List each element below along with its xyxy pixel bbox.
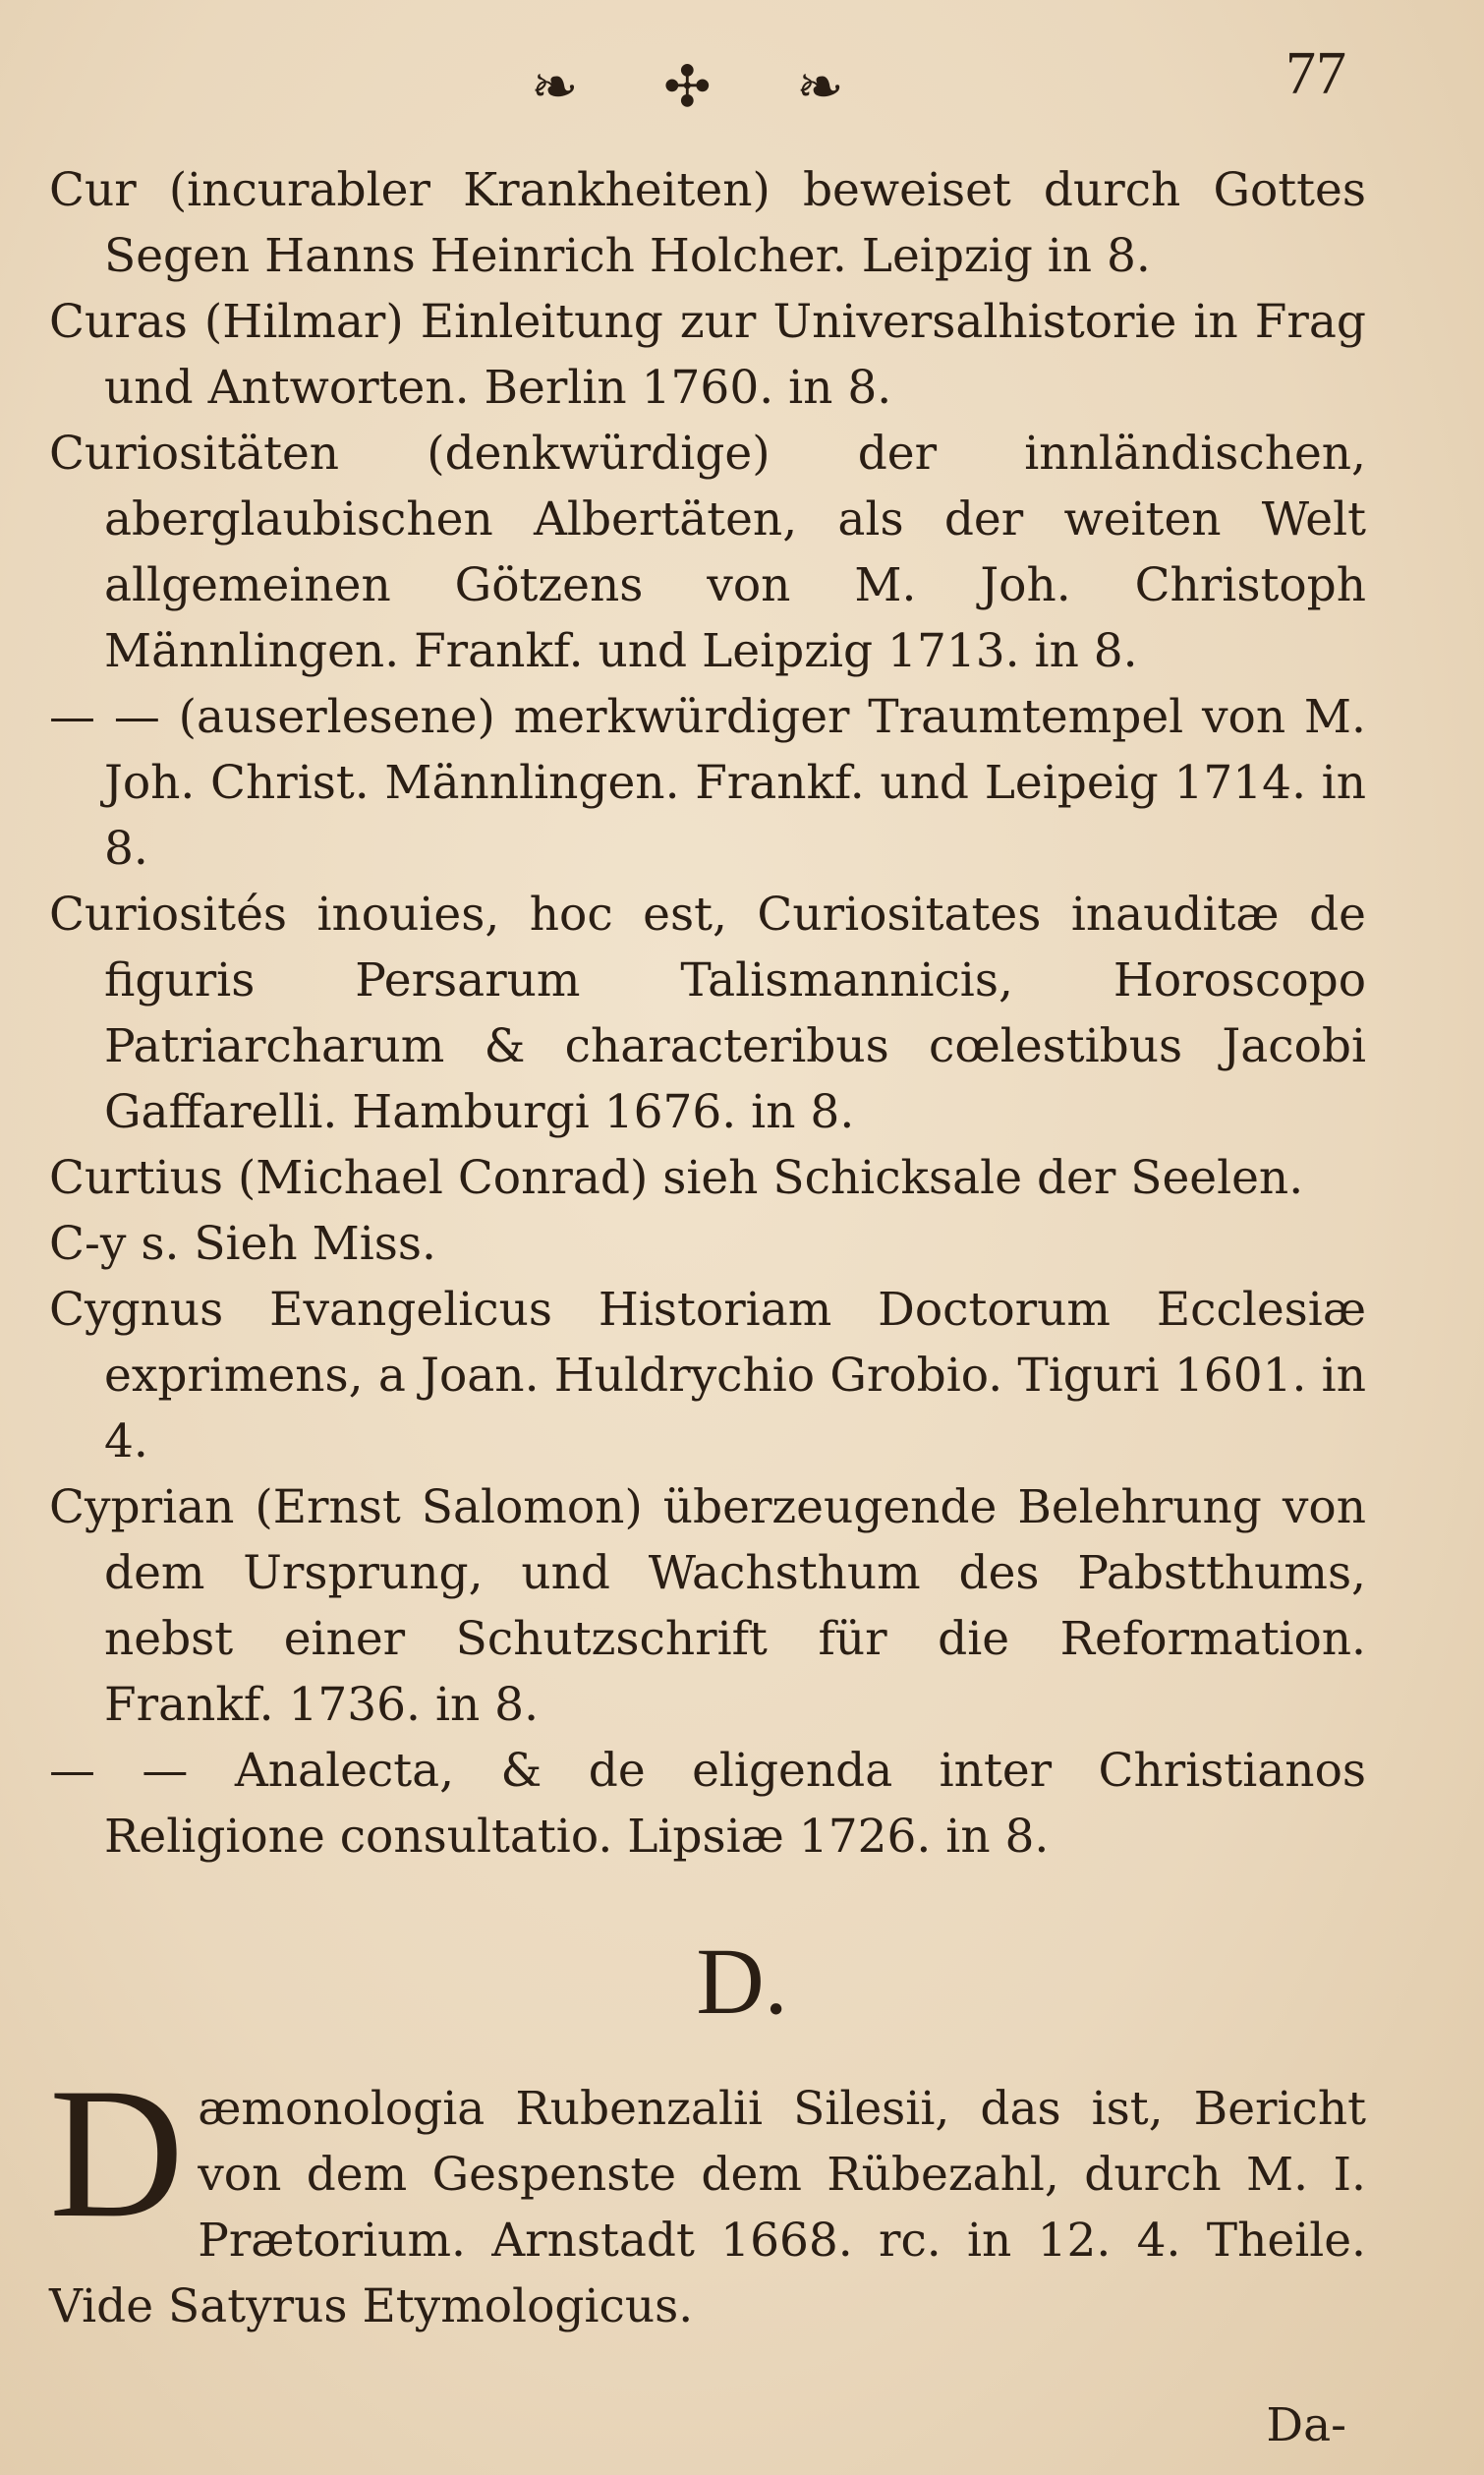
entry-curtius: Curtius (Michael Conrad) sieh Schicksale der Seelen. xyxy=(49,1151,1304,1205)
entry-c-y: C-y s. Sieh Miss. xyxy=(49,1217,436,1271)
catchword: Da- xyxy=(1266,2398,1346,2452)
entry-analecta: — — Analecta, & de eligenda inter Christianos Religione consultatio. Lipsiæ 1726. in 8. xyxy=(49,1744,1366,1864)
entry-daemonologia-text: æmonologia Rubenzalii Silesii, das ist, Bericht von dem Gespenste dem Rübezahl, durch M. I. Prætorium. Arnstadt 1668. rc. in 12. 4. Theile. Vide Satyrus Etymologicus. xyxy=(49,2082,1366,2333)
page-header xyxy=(0,39,1484,118)
entry-cyprian: Cyprian (Ernst Salomon) überzeugende Belehrung von dem Ursprung, und Wachsthum des Pabstthums, nebst einer Schutzschrift für die Reformation. Frankf. 1736. in 8. xyxy=(49,1480,1366,1732)
header-ornament: ❧ ✣ ❧ xyxy=(531,53,878,120)
entry-daemonologia xyxy=(49,2050,1366,2339)
entry-curas: Curas (Hilmar) Einleitung zur Universalhistorie in Frag und Antworten. Berlin 1760. in 8. xyxy=(49,295,1366,415)
entry-curiositaeten: Curiositäten (denkwürdige) der innländischen, aberglaubischen Albertäten, als der weiten Welt allgemeinen Götzens von M. Joh. Christoph Männlingen. Frankf. und Leipzig 1713. in 8. xyxy=(49,427,1366,678)
entry-cygnus: Cygnus Evangelicus Historiam Doctorum Ecclesiæ exprimens, a Joan. Huldrychio Grobio. Tiguri 1601. in 4. xyxy=(49,1283,1366,1468)
entry-cur: Cur (incurabler Krankheiten) beweiset durch Gottes Segen Hanns Heinrich Holcher. Leipzig in 8. xyxy=(49,163,1366,283)
section-heading-d: D. xyxy=(696,1928,788,2034)
bibliography-entries xyxy=(49,157,1366,1870)
drop-cap: D xyxy=(49,2050,185,2257)
page-number: 77 xyxy=(1285,40,1346,107)
entry-curiosites: Curiosités inouies, hoc est, Curiositates inauditæ de figuris Persarum Talismannicis, Horoscopo Patriarcharum & characteribus cœlestibus Jacobi Gaffarelli. Hamburgi 1676. in 8. xyxy=(49,888,1366,1139)
entry-traumtempel: — — (auserlesene) merkwürdiger Traumtempel von M. Joh. Christ. Männlingen. Frankf. und Leipeig 1714. in 8. xyxy=(49,690,1366,876)
